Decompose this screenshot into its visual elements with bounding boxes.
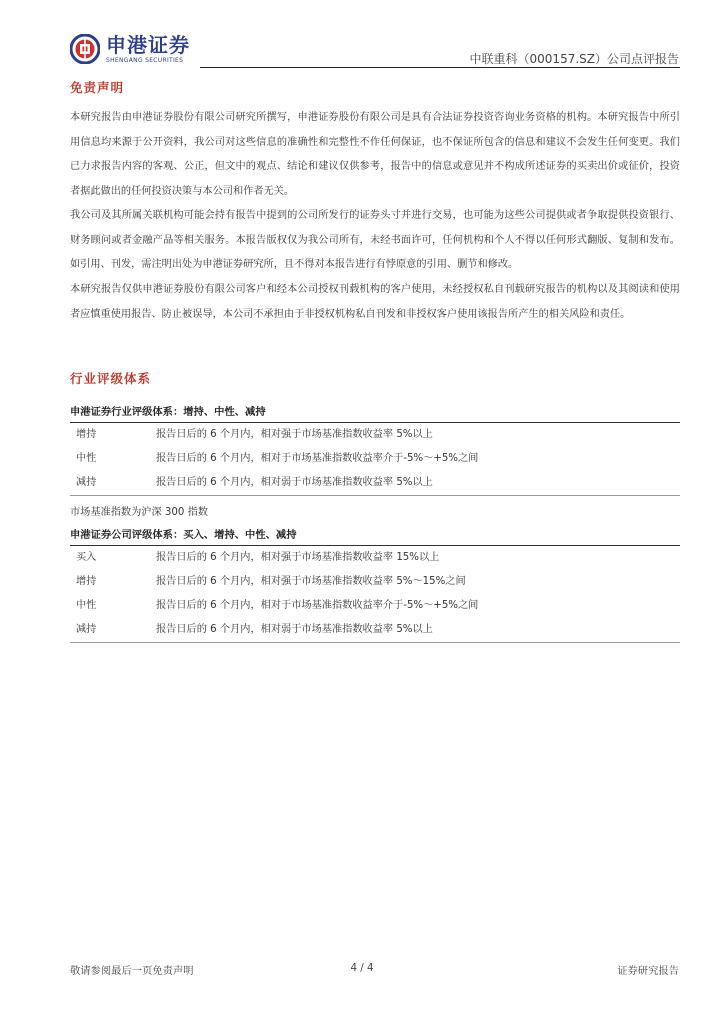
rating-label: 增持: [76, 576, 97, 587]
industry-rating-header: 申港证券行业评级体系：增持、中性、减持: [70, 406, 266, 418]
company-rating-table: [70, 525, 680, 643]
disclaimer-title: 免责声明: [70, 80, 125, 95]
disclaimer-paragraph-1: 本研究报告由申港证券股份有限公司研究所撰写，申港证券股份有限公司是具有合法证券投资咨询业务资格的机构。本研究报告中所引用信息均来源于公开资料，我公司对这些信息的准确性和完整性不作任何保证，也不保证所包含的信息和建议不会发生任何变更。我们已力求报告内容的客观、公正，但文中的观点、结论和建议仅供参考，报告中的信息或意见并不构成所述证券的买卖出价或征价，投资者据此做出的任何投资决策与本公司和作者无关。: [70, 112, 680, 197]
logo-english-name: SHENGANG SECURITIES: [106, 57, 184, 64]
rating-label: 增持: [76, 429, 97, 440]
page-footer: [0, 962, 724, 986]
table-row: [70, 594, 680, 618]
rating-description: 报告日后的 6 个月内，相对强于市场基准指数收益率 5%以上: [156, 429, 433, 440]
rating-label: 减持: [76, 624, 97, 635]
rating-label: 中性: [76, 600, 97, 611]
rating-label: 买入: [76, 552, 97, 563]
rating-label: 减持: [76, 477, 97, 488]
rating-description: 报告日后的 6 个月内，相对强于市场基准指数收益率 15%以上: [156, 552, 440, 563]
rating-description: 报告日后的 6 个月内，相对强于市场基准指数收益率 5%～15%之间: [156, 576, 466, 587]
table-bottom-rule: [70, 642, 680, 643]
rating-label: 中性: [76, 453, 97, 464]
benchmark-note: 市场基准指数为沪深 300 指数: [70, 507, 208, 518]
company-logo: [70, 34, 190, 64]
report-title: 中联重科（000157.SZ）公司点评报告: [469, 52, 679, 66]
table-row: [70, 570, 680, 594]
table-row: [70, 618, 680, 642]
rating-description: 报告日后的 6 个月内，相对弱于市场基准指数收益率 5%以上: [156, 477, 433, 488]
rating-description: 报告日后的 6 个月内，相对弱于市场基准指数收益率 5%以上: [156, 624, 433, 635]
footer-report-type: 证券研究报告: [617, 965, 679, 977]
page-header: [0, 0, 724, 72]
rating-description: 报告日后的 6 个月内，相对于市场基准指数收益率介于-5%～+5%之间: [156, 453, 479, 464]
company-rating-header: 申港证券公司评级体系：买入、增持、中性、减持: [70, 529, 297, 541]
industry-rating-table: [70, 402, 680, 496]
table-bottom-rule: [70, 495, 680, 496]
rating-description: 报告日后的 6 个月内，相对于市场基准指数收益率介于-5%～+5%之间: [156, 600, 479, 611]
logo-emblem-icon: [70, 34, 100, 64]
table-row: [70, 546, 680, 570]
page-number: 4 / 4: [350, 962, 374, 974]
table-row: [70, 423, 680, 447]
table-row: [70, 447, 680, 471]
logo-chinese-name: 申港证券: [106, 33, 190, 57]
table-row: [70, 471, 680, 495]
disclaimer-paragraph-3: 本研究报告仅供申港证券股份有限公司客户和经本公司授权刊载机构的客户使用，未经授权私自刊载研究报告的机构以及其阅读和使用者应慎重使用报告、防止被误导，本公司不承担由于非授权机构私自刊发和非授权客户使用该报告所产生的相关风险和责任。: [70, 284, 680, 320]
header-divider: [200, 67, 680, 68]
disclaimer-paragraph-2: 我公司及其所属关联机构可能会持有报告中提到的公司所发行的证券头寸并进行交易，也可能为这些公司提供或者争取提供投资银行、财务顾问或者金融产品等相关服务。本报告版权仅为我公司所有，未经书面许可，任何机构和个人不得以任何形式翻版、复制和发布。如引用、刊发，需注明出处为申港证券研究所，且不得对本报告进行有悖原意的引用、删节和修改。: [70, 210, 680, 270]
rating-system-title: 行业评级体系: [70, 371, 152, 386]
footer-disclaimer-note: 敬请参阅最后一页免责声明: [70, 965, 194, 977]
